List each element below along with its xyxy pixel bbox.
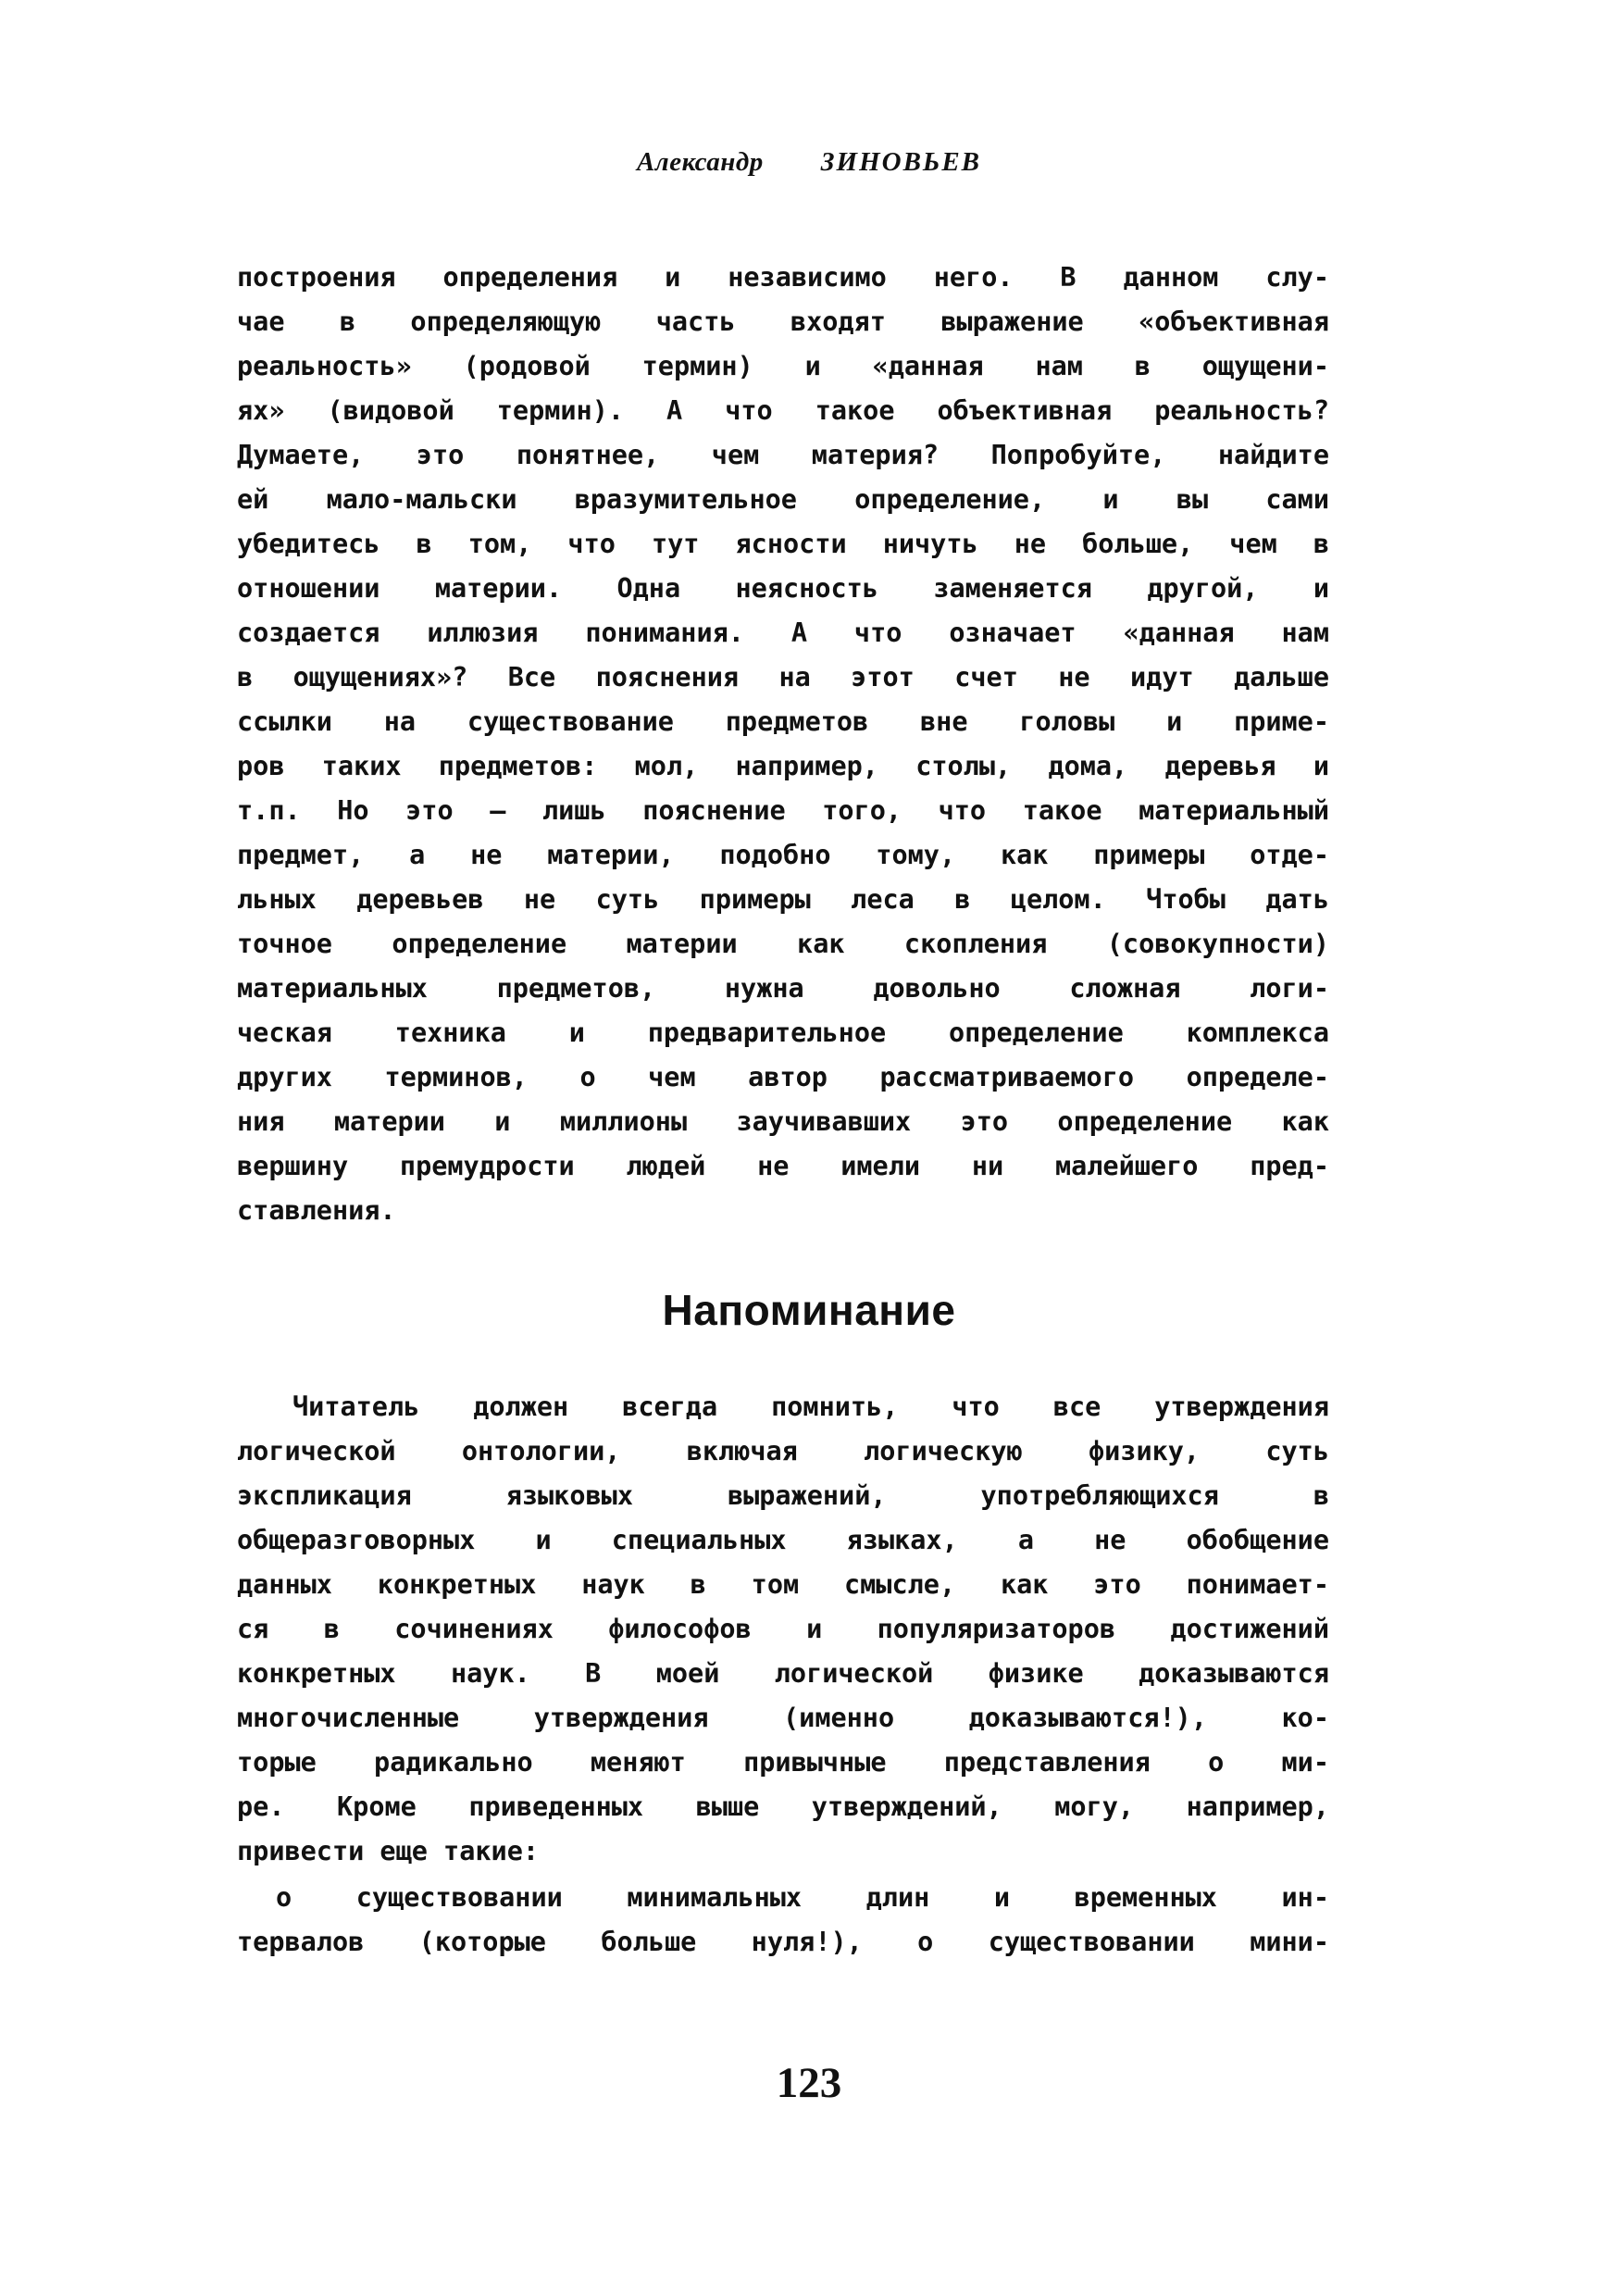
text-line: многочисленные утверждения (именно доказываются!), ко- [237,1703,1329,1733]
text-line: данных конкретных наук в том смысле, как это понимает- [237,1569,1329,1600]
text-line: т.п. Но это — лишь пояснение того, что такое материальный [237,795,1329,826]
text-line: ческая техника и предварительное определение комплекса [237,1017,1329,1048]
text-line: ния материи и миллионы заучивавших это определение как [237,1106,1329,1137]
paragraph-continuation [237,256,1329,1233]
section-heading: Напоминание [662,1286,956,1334]
text-line: Думаете, это понятнее, чем материя? Попробуйте, найдите [237,440,1329,470]
text-line: ся в сочинениях философов и популяризаторов достижений [237,1614,1329,1644]
paragraph-reminder [237,1385,1329,1874]
text-line: в ощущениях»? Все пояснения на этот счет не идут дальше [237,662,1329,693]
text-line: создается иллюзия понимания. А что означает «данная нам [237,618,1329,648]
paragraph-list-start [237,1876,1329,1965]
author-first-name: Александр [636,147,764,177]
text-line: вершину премудрости людей не имели ни малейшего пред- [237,1151,1329,1181]
text-line: ставления. [237,1195,396,1226]
text-line: Читатель должен всегда помнить, что все утверждения [292,1391,1329,1422]
running-head [0,144,1618,181]
text-line: экспликация языковых выражений, употребляющихся в [237,1480,1329,1511]
text-line: о существовании минимальных длин и временных ин- [276,1882,1329,1913]
text-line: привести еще такие: [237,1836,540,1866]
text-line: тервалов (которые больше нуля!), о существовании мини- [237,1927,1329,1957]
text-line: логической онтологии, включая логическую физику, суть [237,1436,1329,1466]
text-line: конкретных наук. В моей логической физике доказываются [237,1658,1329,1689]
text-line: чае в определяющую часть входят выражение «объективная [237,306,1329,337]
text-line: отношении материи. Одна неясность заменяется другой, и [237,573,1329,604]
author-last-name: ЗИНОВЬЕВ [820,147,982,177]
text-line: торые радикально меняют привычные представления о ми- [237,1747,1329,1778]
text-line: других терминов, о чем автор рассматриваемого определе- [237,1062,1329,1092]
text-line: убедитесь в том, что тут ясности ничуть не больше, чем в [237,529,1329,559]
text-line: ссылки на существование предметов вне головы и приме- [237,706,1329,737]
page-number: 123 [776,2059,842,2107]
text-line: ре. Кроме приведенных выше утверждений, могу, например, [237,1791,1329,1822]
text-line: ров таких предметов: мол, например, столы, дома, деревья и [237,751,1329,781]
text-line: построения определения и независимо него. В данном слу- [237,262,1329,293]
text-line: общеразговорных и специальных языках, а не обобщение [237,1525,1329,1555]
text-line: ях» (видовой термин). А что такое объективная реальность? [237,395,1329,426]
text-line: ей мало-мальски вразумительное определение, и вы сами [237,484,1329,515]
text-line: материальных предметов, нужна довольно сложная логи- [237,973,1329,1004]
text-line: точное определение материи как скопления (совокупности) [237,929,1329,959]
text-line: льных деревьев не суть примеры леса в целом. Чтобы дать [237,884,1329,915]
text-line: предмет, а не материи, подобно тому, как примеры отде- [237,840,1329,870]
text-line: реальность» (родовой термин) и «данная нам в ощущени- [237,351,1329,381]
